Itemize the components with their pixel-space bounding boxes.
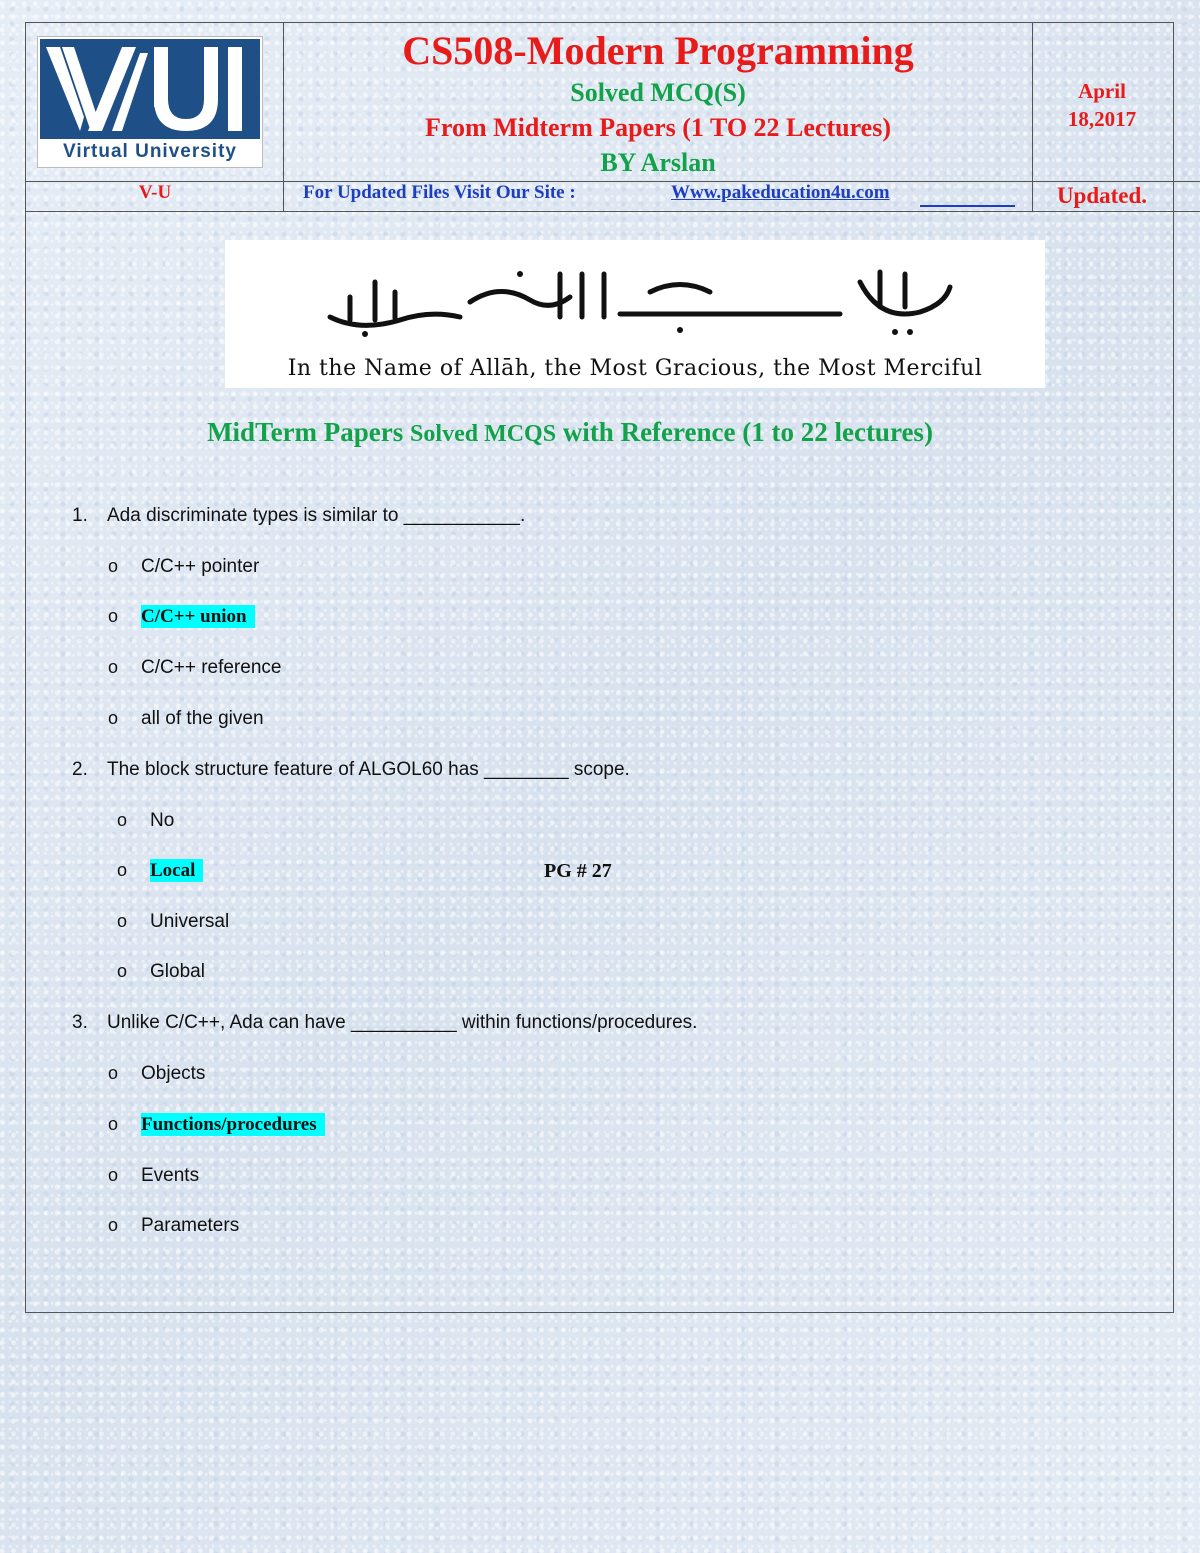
correct-answer: Local bbox=[150, 859, 203, 882]
document-scope: From Midterm Papers (1 TO 22 Lectures) bbox=[425, 113, 891, 142]
site-link-underline bbox=[920, 205, 1015, 207]
page-reference: PG # 27 bbox=[544, 860, 612, 882]
document-subtitle: Solved MCQ(S) bbox=[570, 78, 746, 107]
header-col-divider-2 bbox=[1032, 22, 1033, 212]
option-item bbox=[108, 1165, 199, 1187]
option-item bbox=[108, 657, 281, 679]
bismillah-caption: In the Name of Allāh, the Most Gracious, the Most Merciful bbox=[287, 356, 983, 381]
option-text: Universal bbox=[150, 911, 230, 932]
visit-label: For Updated Files Visit Our Site : bbox=[303, 182, 576, 203]
bullet-icon: o bbox=[108, 708, 119, 728]
question-text: The block structure feature of ALGOL60 has ________ scope. bbox=[107, 759, 630, 780]
option-item bbox=[108, 606, 255, 628]
bullet-icon: o bbox=[108, 606, 119, 626]
bullet-icon: o bbox=[108, 1114, 119, 1134]
date-month: April bbox=[1078, 79, 1126, 103]
arabic-calligraphy-image bbox=[320, 262, 960, 342]
option-item bbox=[117, 860, 203, 882]
document-title: CS508-Modern Programming bbox=[402, 28, 914, 73]
university-logo bbox=[37, 36, 263, 168]
question-number: 2. bbox=[72, 759, 88, 780]
option-text: C/C++ reference bbox=[141, 657, 282, 678]
bismillah-banner bbox=[225, 240, 1045, 388]
question-number: 3. bbox=[72, 1012, 88, 1033]
vu-label: V-U bbox=[138, 182, 172, 203]
section-heading bbox=[0, 417, 1140, 448]
heading-part2: Solved MCQS bbox=[410, 421, 557, 447]
option-text: Global bbox=[150, 961, 205, 982]
question-number: 1. bbox=[72, 505, 88, 526]
option-item bbox=[117, 961, 205, 983]
bullet-icon: o bbox=[108, 1063, 119, 1083]
bullet-icon: o bbox=[117, 961, 128, 981]
bullet-icon: o bbox=[108, 657, 119, 677]
heading-part3: with Reference (1 to 22 lectures) bbox=[562, 417, 933, 447]
option-item bbox=[108, 556, 259, 578]
date-day-year: 18,2017 bbox=[1067, 107, 1137, 131]
option-item bbox=[117, 911, 229, 933]
header-bottom-rule bbox=[25, 211, 1200, 212]
option-item bbox=[108, 1114, 325, 1136]
option-item bbox=[108, 1063, 205, 1085]
option-item bbox=[108, 1215, 239, 1237]
correct-answer: Functions/procedures bbox=[141, 1113, 325, 1136]
question-text: Unlike C/C++, Ada can have __________ within functions/procedures. bbox=[107, 1012, 698, 1033]
option-text: C/C++ pointer bbox=[141, 556, 260, 577]
bullet-icon: o bbox=[117, 860, 128, 880]
question-text: Ada discriminate types is similar to ___________. bbox=[107, 505, 526, 526]
bullet-icon: o bbox=[108, 1165, 119, 1185]
document-author: BY Arslan bbox=[600, 148, 716, 177]
option-text: all of the given bbox=[141, 708, 264, 729]
heading-part1: MidTerm Papers bbox=[207, 417, 404, 447]
option-item bbox=[117, 810, 174, 832]
bullet-icon: o bbox=[117, 810, 128, 830]
option-text: Parameters bbox=[141, 1215, 240, 1236]
logo-text: Virtual University bbox=[63, 141, 237, 162]
option-text: Events bbox=[141, 1165, 200, 1186]
bullet-icon: o bbox=[117, 911, 128, 931]
option-text: Objects bbox=[141, 1063, 206, 1084]
updated-label: Updated. bbox=[1056, 183, 1148, 208]
vu-logo-mark bbox=[40, 39, 260, 139]
header-col-divider-3 bbox=[1173, 22, 1174, 212]
correct-answer: C/C++ union bbox=[141, 605, 255, 628]
site-link[interactable]: Www.pakeducation4u.com bbox=[671, 182, 890, 203]
option-item bbox=[108, 708, 264, 730]
option-text: No bbox=[150, 810, 175, 831]
bullet-icon: o bbox=[108, 556, 119, 576]
bullet-icon: o bbox=[108, 1215, 119, 1235]
